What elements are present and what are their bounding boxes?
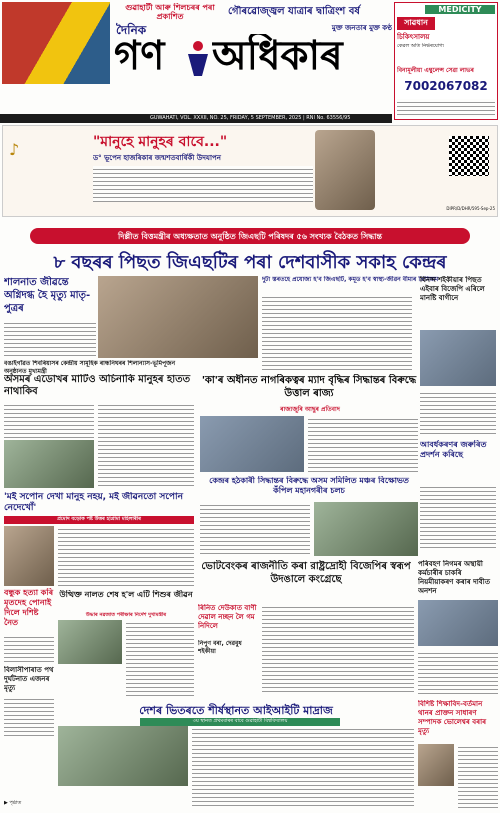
ad-address	[397, 99, 495, 117]
s14-title: দেশৰ ভিতৰতে শীৰ্ষস্থানত আইআইটি মাদ্ৰাজ	[139, 704, 333, 717]
ad-line2: কেৱল অতি নিৰ্ভৰযোগ্য	[397, 43, 444, 49]
logo-figure-icon	[184, 40, 212, 76]
masthead-daily: দৈনিক	[116, 23, 147, 37]
medicity-ad	[394, 2, 498, 120]
gst-photo	[98, 276, 258, 358]
s12-title: বন্ধুক হত্যা কৰি মৃতদেহ পোনাই দিলে দশিষ্ট নৈত	[4, 588, 54, 627]
s14-photo	[58, 726, 188, 786]
ad-line1: চিকিৎসালয়	[397, 33, 430, 41]
lead-sub: দুটা স্তৰতহে প্ৰযোজ্য হ'ব জিএছটি, কমূড হ'ব স্বাস্থ্য-জীৱন বীমাৰ প্ৰিমিয়াম	[262, 276, 439, 283]
s7-photo	[420, 330, 496, 386]
s6-title: কেন্দ্ৰৰ হঠকাৰী সিদ্ধান্তৰ বিৰুদ্ধে অসম সমিলিত মঞ্চৰ বিক্ষোভত কঁপিল মহানগৰীৰ চলচ	[209, 476, 409, 495]
s5-tag: ৰাজ্যজুৰি আছুৰ প্ৰতিবাদ	[280, 406, 340, 413]
s13-body	[4, 696, 54, 736]
s11-title: পৰিবহণ নিগমৰ অস্থায়ী কৰ্মচাৰীৰ চাকৰি নিয়মীয়াকৰণ কৰাৰ দাবীত অনশন	[418, 560, 490, 595]
s1-title: শালনাত জীৱন্তে অগ্নিদগ্ধ হৈ মৃত্যু মাতৃ-পুত্ৰৰ	[4, 277, 91, 314]
lead-body	[262, 294, 412, 370]
s14-body	[192, 726, 414, 806]
centenary-logo: ♪	[9, 140, 20, 159]
s17-title: নিপুণ বৰা, দেৱবুধ শইকীয়া	[198, 640, 242, 655]
s2-title: বঙাইগাঁৱত শিবৰিয়াসৰ কেন্দ্ৰীয় সামূহিক ৰান্ধনিঘৰৰ শিলান্যাস-ভূমিপূজন অনুষ্ঠানত মুখ্যমন্ত্ৰী	[4, 360, 176, 375]
qr-code-icon	[449, 136, 489, 176]
s7-body	[420, 390, 496, 434]
s10-title: ভোটবেংকৰ ৰাজনীতি কৰা রাষ্ট্ৰদ্ৰোহী বিজেপিৰ স্বৰূপ উদঙালে কংগ্ৰেছে	[201, 561, 411, 585]
s6-photo	[314, 502, 418, 556]
masthead-title-left: গণ	[114, 34, 165, 78]
s12-photo	[4, 526, 54, 586]
ad-line3: বিনামূলীয়া এম্বুলেন্স সেৱা লাভৰ	[397, 67, 474, 74]
lead-headline: ৮ বছৰৰ পিছত জিএছটিৰ পৰা দেশবাসীক সকাহ কেন্দ্ৰৰ	[53, 252, 447, 273]
s5-photo	[200, 416, 304, 472]
lead-banner-text: দিল্লীত বিত্তমন্ত্ৰীৰ অধ্যক্ষতাত অনুষ্ঠিত জিএছটি পৰিষদৰ ৫৬ সংখ্যক বৈঠকত সিদ্ধান্ত	[117, 232, 383, 241]
s4-body	[58, 526, 194, 586]
football-photo	[2, 2, 110, 84]
s15-photo	[418, 744, 454, 786]
ad-phone: 7002067082	[404, 79, 488, 93]
s12-body	[4, 634, 54, 662]
ad-warning-label: সাৱধান	[397, 17, 435, 30]
more-pointer: ▶ পৃষ্ঠাত	[4, 800, 22, 806]
s9-body	[126, 620, 194, 698]
s11-body	[418, 650, 498, 696]
bhupen-ad	[2, 125, 498, 217]
anniversary-line: গৌৰৱোজ্জ্বল যাত্ৰাৰ দ্বাত্ৰিংশ বৰ্ষ	[228, 6, 360, 17]
s9-title: উত্থিক্ত নালত শেষ হ'ল এটি শিশুৰ জীৱন	[59, 590, 193, 599]
s15-title: বিশিষ্ট শিক্ষাবিদ-বৰ্তমান থানৰ প্ৰাক্তন সাধাৰণ সম্পাদক ভোলেশ্বৰ বৰাৰ মৃত্যু	[418, 700, 487, 735]
ad-code: DIPR/D/DHR/595-Sep-25	[446, 206, 495, 211]
s3-title: অসমৰ এডোখৰ মাটিও অচিনাকি মানুহৰ হাতত নাথাকিব	[4, 374, 191, 397]
s6-body	[200, 502, 310, 556]
s5-title: 'কা'ৰ অধীনত নাগৰিকত্বৰ ম্যাদ বৃদ্ধিৰ সিদ্ধান্তৰ বিৰুদ্ধে উত্তাল ৰাজ্য	[201, 375, 417, 399]
s10-body	[262, 604, 414, 694]
masthead-title-right: অধিকাৰ	[212, 34, 343, 78]
s4-title: 'মই সপোন দেখা মানুহ নহয়, মই জীৱনতো সপোন নেদেখোঁ'	[4, 492, 184, 513]
s13-title: বিলাসীপাৰাত পথ দুৰ্ঘটনাত এজনৰ মৃত্যু	[4, 666, 54, 692]
s9-photo	[58, 620, 122, 664]
s5-body	[308, 416, 418, 472]
s4-sub: প্ৰমোদ বড়োক পষ্ট উত্তৰ হাগ্ৰামা মহিলাৰীৰ	[4, 516, 194, 524]
medicity-brand: MEDICITY	[425, 5, 495, 14]
s1-body	[4, 320, 96, 356]
s15-body	[458, 744, 498, 808]
s8-title: আবৰ্ধকৰণৰ জৰুৰিত প্ৰদৰ্শন কৰিছে	[420, 440, 487, 459]
ad-sub: ড° ভূপেন হাজৰিকাৰ জন্মশতবাৰ্ষিকী উদযাপন	[93, 154, 221, 162]
s3-body-b	[98, 402, 194, 488]
s7-title: বিনন্দ শইকীয়াৰ পিছত এইবাৰ বিজেপি এৰিলে মানষ্টি বাগীনে	[420, 276, 485, 302]
s11-photo	[418, 600, 498, 646]
ad-body	[93, 166, 313, 202]
tagline-top: গুৱাহাটী আৰু শিলচৰৰ পৰা প্ৰকাশিত	[125, 3, 215, 21]
s14-sub: ৩য় স্থানত প্ৰথমবাৰৰ বাবে গুৱাহাটী বিশ্ববিদ্যালয়	[140, 718, 340, 726]
cm-portrait	[315, 130, 375, 210]
ad-headline: "মানুহে মানুহৰ বাবে..."	[93, 134, 228, 150]
s3-photo	[4, 440, 94, 488]
dateline: GUWAHATI, VOL. XXXII, NO. 25, FRIDAY, 5 SEPTEMBER, 2025 | RNI No. 63556/95	[150, 115, 351, 121]
s8-body	[420, 484, 496, 548]
s9-sub: উদ্ধাৰ নৱজাত পৰীক্ষাৰ নিৰ্দেশ দুখামন্ত্ৰীৰ	[85, 612, 167, 618]
s3-body-a	[4, 402, 94, 438]
masthead-motto: মুক্ত জনতাৰ মুক্ত কণ্ঠ	[331, 24, 392, 32]
s16-title: ৰিনিত দেউকাত বাণী দেৱাল নচ্ছন লৈ গম নিদিলে	[198, 604, 257, 630]
